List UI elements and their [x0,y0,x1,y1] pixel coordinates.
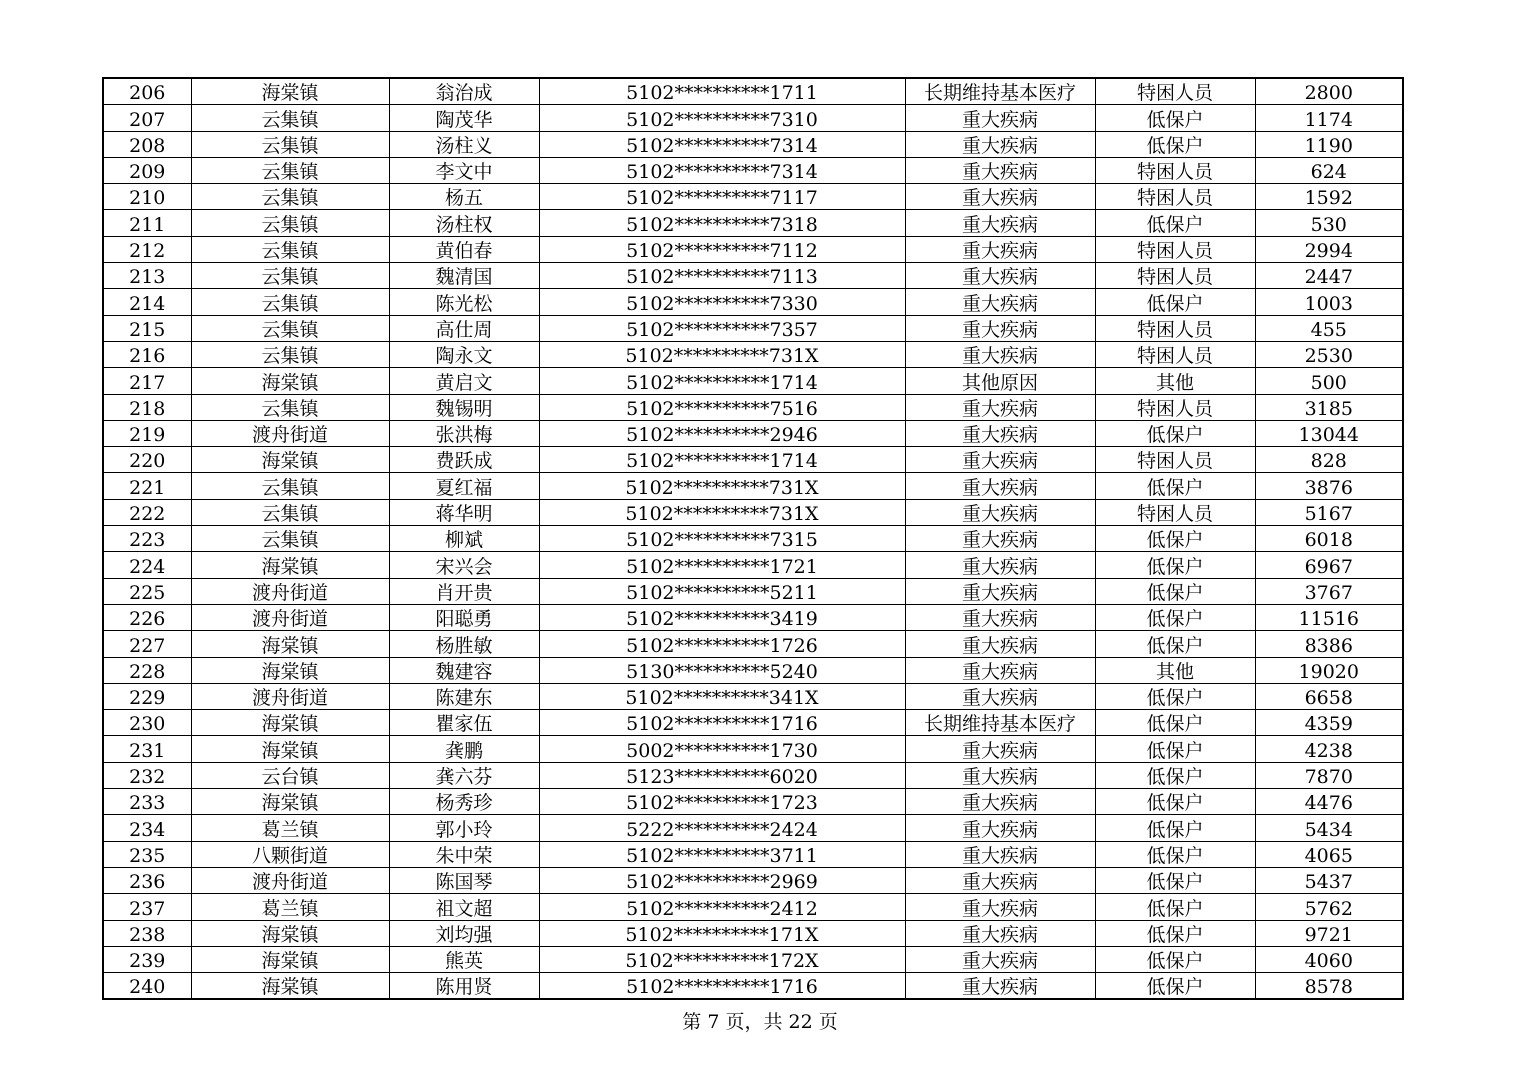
name-cell: 龚鹏 [389,736,539,762]
amount-cell: 7870 [1255,762,1403,788]
town-cell: 云集镇 [191,526,389,552]
row-number-cell: 233 [103,789,191,815]
name-cell: 龚六芬 [389,762,539,788]
id-number-cell: 5102**********731X [539,473,905,499]
reason-cell: 重大疾病 [905,473,1095,499]
town-cell: 海棠镇 [191,920,389,946]
name-cell: 朱中荣 [389,841,539,867]
name-cell: 张洪梅 [389,420,539,446]
category-cell: 低保户 [1095,526,1255,552]
reason-cell: 重大疾病 [905,210,1095,236]
category-cell: 低保户 [1095,815,1255,841]
town-cell: 海棠镇 [191,946,389,972]
town-cell: 海棠镇 [191,710,389,736]
amount-cell: 624 [1255,157,1403,183]
amount-cell: 3876 [1255,473,1403,499]
table-row [103,946,1403,972]
amount-cell: 3767 [1255,578,1403,604]
town-cell: 海棠镇 [191,552,389,578]
name-cell: 肖开贵 [389,578,539,604]
category-cell: 低保户 [1095,762,1255,788]
reason-cell: 重大疾病 [905,657,1095,683]
town-cell: 云集镇 [191,499,389,525]
row-number-cell: 236 [103,867,191,893]
reason-cell: 重大疾病 [905,578,1095,604]
row-number-cell: 226 [103,604,191,630]
reason-cell: 重大疾病 [905,526,1095,552]
table-row [103,710,1403,736]
reason-cell: 重大疾病 [905,867,1095,893]
category-cell: 低保户 [1095,552,1255,578]
row-number-cell: 209 [103,157,191,183]
category-cell: 低保户 [1095,841,1255,867]
town-cell: 云集镇 [191,184,389,210]
category-cell: 低保户 [1095,131,1255,157]
id-number-cell: 5102**********5211 [539,578,905,604]
category-cell: 低保户 [1095,105,1255,131]
amount-cell: 500 [1255,368,1403,394]
row-number-cell: 234 [103,815,191,841]
row-number-cell: 214 [103,289,191,315]
amount-cell: 2530 [1255,341,1403,367]
town-cell: 八颗街道 [191,841,389,867]
reason-cell: 重大疾病 [905,736,1095,762]
town-cell: 渡舟街道 [191,683,389,709]
name-cell: 陈用贤 [389,973,539,1000]
table-row [103,973,1403,1000]
name-cell: 高仕周 [389,315,539,341]
table-row [103,552,1403,578]
table-row [103,683,1403,709]
reason-cell: 重大疾病 [905,920,1095,946]
id-number-cell: 5102**********731X [539,341,905,367]
name-cell: 陈建东 [389,683,539,709]
table-row [103,368,1403,394]
name-cell: 陈光松 [389,289,539,315]
amount-cell: 1190 [1255,131,1403,157]
category-cell: 特困人员 [1095,315,1255,341]
name-cell: 魏锡明 [389,394,539,420]
category-cell: 特困人员 [1095,236,1255,262]
table-row [103,105,1403,131]
row-number-cell: 219 [103,420,191,446]
row-number-cell: 238 [103,920,191,946]
category-cell: 低保户 [1095,736,1255,762]
table-row [103,604,1403,630]
id-number-cell: 5102**********1711 [539,78,905,105]
name-cell: 柳斌 [389,526,539,552]
table-row [103,526,1403,552]
amount-cell: 828 [1255,447,1403,473]
amount-cell: 11516 [1255,604,1403,630]
amount-cell: 4065 [1255,841,1403,867]
town-cell: 云集镇 [191,394,389,420]
amount-cell: 6658 [1255,683,1403,709]
town-cell: 云集镇 [191,341,389,367]
category-cell: 低保户 [1095,920,1255,946]
name-cell: 郭小玲 [389,815,539,841]
reason-cell: 重大疾病 [905,157,1095,183]
amount-cell: 1174 [1255,105,1403,131]
town-cell: 云集镇 [191,131,389,157]
name-cell: 宋兴会 [389,552,539,578]
row-number-cell: 212 [103,236,191,262]
id-number-cell: 5102**********7112 [539,236,905,262]
category-cell: 低保户 [1095,946,1255,972]
id-number-cell: 5102**********2969 [539,867,905,893]
amount-cell: 19020 [1255,657,1403,683]
town-cell: 云集镇 [191,289,389,315]
town-cell: 云集镇 [191,210,389,236]
id-number-cell: 5102**********1714 [539,368,905,394]
category-cell: 特困人员 [1095,499,1255,525]
name-cell: 阳聪勇 [389,604,539,630]
reason-cell: 重大疾病 [905,946,1095,972]
reason-cell: 重大疾病 [905,394,1095,420]
table-row [103,236,1403,262]
row-number-cell: 208 [103,131,191,157]
reason-cell: 重大疾病 [905,894,1095,920]
town-cell: 云集镇 [191,157,389,183]
amount-cell: 4359 [1255,710,1403,736]
town-cell: 云集镇 [191,315,389,341]
category-cell: 低保户 [1095,710,1255,736]
category-cell: 低保户 [1095,289,1255,315]
town-cell: 云集镇 [191,263,389,289]
id-number-cell: 5102**********1716 [539,710,905,736]
row-number-cell: 207 [103,105,191,131]
town-cell: 渡舟街道 [191,578,389,604]
category-cell: 低保户 [1095,604,1255,630]
table-row [103,657,1403,683]
category-cell: 低保户 [1095,578,1255,604]
row-number-cell: 235 [103,841,191,867]
id-number-cell: 5222**********2424 [539,815,905,841]
id-number-cell: 5102**********2946 [539,420,905,446]
name-cell: 陶茂华 [389,105,539,131]
id-number-cell: 5102**********341X [539,683,905,709]
amount-cell: 3185 [1255,394,1403,420]
reason-cell: 重大疾病 [905,815,1095,841]
name-cell: 祖文超 [389,894,539,920]
reason-cell: 重大疾病 [905,447,1095,473]
id-number-cell: 5102**********1721 [539,552,905,578]
id-number-cell: 5102**********7516 [539,394,905,420]
table-row [103,447,1403,473]
amount-cell: 5434 [1255,815,1403,841]
amount-cell: 4476 [1255,789,1403,815]
id-number-cell: 5102**********731X [539,499,905,525]
row-number-cell: 230 [103,710,191,736]
reason-cell: 长期维持基本医疗 [905,78,1095,105]
town-cell: 云集镇 [191,473,389,499]
id-number-cell: 5102**********2412 [539,894,905,920]
table-row [103,736,1403,762]
name-cell: 黄启文 [389,368,539,394]
name-cell: 汤柱权 [389,210,539,236]
reason-cell: 重大疾病 [905,552,1095,578]
town-cell: 渡舟街道 [191,604,389,630]
table-row [103,578,1403,604]
town-cell: 海棠镇 [191,657,389,683]
table-row [103,762,1403,788]
reason-cell: 长期维持基本医疗 [905,710,1095,736]
table-row [103,920,1403,946]
town-cell: 海棠镇 [191,368,389,394]
name-cell: 杨秀珍 [389,789,539,815]
reason-cell: 重大疾病 [905,289,1095,315]
table-row [103,157,1403,183]
category-cell: 特困人员 [1095,157,1255,183]
amount-cell: 8386 [1255,631,1403,657]
name-cell: 陈国琴 [389,867,539,893]
amount-cell: 2994 [1255,236,1403,262]
category-cell: 低保户 [1095,894,1255,920]
reason-cell: 重大疾病 [905,105,1095,131]
row-number-cell: 211 [103,210,191,236]
amount-cell: 455 [1255,315,1403,341]
town-cell: 海棠镇 [191,789,389,815]
reason-cell: 重大疾病 [905,683,1095,709]
table-row [103,499,1403,525]
id-number-cell: 5102**********3711 [539,841,905,867]
table-row [103,341,1403,367]
amount-cell: 4238 [1255,736,1403,762]
amount-cell: 1003 [1255,289,1403,315]
amount-cell: 6018 [1255,526,1403,552]
row-number-cell: 232 [103,762,191,788]
table-row [103,394,1403,420]
amount-cell: 4060 [1255,946,1403,972]
category-cell: 特困人员 [1095,394,1255,420]
name-cell: 瞿家伍 [389,710,539,736]
table-row [103,131,1403,157]
reason-cell: 重大疾病 [905,315,1095,341]
town-cell: 海棠镇 [191,78,389,105]
table-row [103,184,1403,210]
row-number-cell: 227 [103,631,191,657]
reason-cell: 重大疾病 [905,499,1095,525]
name-cell: 蒋华明 [389,499,539,525]
category-cell: 低保户 [1095,210,1255,236]
amount-cell: 6967 [1255,552,1403,578]
amount-cell: 1592 [1255,184,1403,210]
town-cell: 海棠镇 [191,736,389,762]
row-number-cell: 216 [103,341,191,367]
town-cell: 葛兰镇 [191,894,389,920]
row-number-cell: 206 [103,78,191,105]
name-cell: 杨胜敏 [389,631,539,657]
id-number-cell: 5130**********5240 [539,657,905,683]
category-cell: 特困人员 [1095,341,1255,367]
id-number-cell: 5102**********7117 [539,184,905,210]
category-cell: 低保户 [1095,973,1255,1000]
id-number-cell: 5102**********7357 [539,315,905,341]
row-number-cell: 240 [103,973,191,1000]
name-cell: 魏清国 [389,263,539,289]
category-cell: 低保户 [1095,473,1255,499]
town-cell: 云集镇 [191,105,389,131]
amount-cell: 2800 [1255,78,1403,105]
reason-cell: 重大疾病 [905,236,1095,262]
name-cell: 李文中 [389,157,539,183]
amount-cell: 9721 [1255,920,1403,946]
category-cell: 其他 [1095,368,1255,394]
reason-cell: 重大疾病 [905,263,1095,289]
id-number-cell: 5102**********7330 [539,289,905,315]
amount-cell: 5437 [1255,867,1403,893]
town-cell: 渡舟街道 [191,867,389,893]
id-number-cell: 5102**********172X [539,946,905,972]
row-number-cell: 218 [103,394,191,420]
id-number-cell: 5102**********7113 [539,263,905,289]
row-number-cell: 222 [103,499,191,525]
category-cell: 特困人员 [1095,263,1255,289]
row-number-cell: 221 [103,473,191,499]
table-row [103,631,1403,657]
id-number-cell: 5102**********1726 [539,631,905,657]
town-cell: 云台镇 [191,762,389,788]
name-cell: 杨五 [389,184,539,210]
table-row [103,420,1403,446]
table-row [103,867,1403,893]
town-cell: 云集镇 [191,236,389,262]
row-number-cell: 224 [103,552,191,578]
table-row [103,789,1403,815]
row-number-cell: 220 [103,447,191,473]
reason-cell: 重大疾病 [905,341,1095,367]
name-cell: 陶永文 [389,341,539,367]
table-row [103,815,1403,841]
category-cell: 低保户 [1095,683,1255,709]
name-cell: 熊英 [389,946,539,972]
reason-cell: 重大疾病 [905,789,1095,815]
reason-cell: 重大疾病 [905,631,1095,657]
reason-cell: 重大疾病 [905,604,1095,630]
table-row [103,210,1403,236]
town-cell: 海棠镇 [191,447,389,473]
reason-cell: 重大疾病 [905,131,1095,157]
town-cell: 海棠镇 [191,973,389,1000]
row-number-cell: 225 [103,578,191,604]
id-number-cell: 5102**********7314 [539,131,905,157]
amount-cell: 530 [1255,210,1403,236]
town-cell: 渡舟街道 [191,420,389,446]
row-number-cell: 217 [103,368,191,394]
name-cell: 费跃成 [389,447,539,473]
id-number-cell: 5102**********1716 [539,973,905,1000]
table-row [103,263,1403,289]
row-number-cell: 239 [103,946,191,972]
id-number-cell: 5002**********1730 [539,736,905,762]
table-row [103,289,1403,315]
row-number-cell: 231 [103,736,191,762]
town-cell: 海棠镇 [191,631,389,657]
id-number-cell: 5102**********7315 [539,526,905,552]
id-number-cell: 5102**********1714 [539,447,905,473]
reason-cell: 重大疾病 [905,762,1095,788]
reason-cell: 重大疾病 [905,841,1095,867]
category-cell: 特困人员 [1095,184,1255,210]
row-number-cell: 229 [103,683,191,709]
name-cell: 黄伯春 [389,236,539,262]
category-cell: 低保户 [1095,420,1255,446]
table-row [103,315,1403,341]
table-row [103,473,1403,499]
amount-cell: 13044 [1255,420,1403,446]
name-cell: 魏建容 [389,657,539,683]
amount-cell: 8578 [1255,973,1403,1000]
row-number-cell: 215 [103,315,191,341]
table-row [103,894,1403,920]
id-number-cell: 5102**********7314 [539,157,905,183]
name-cell: 翁治成 [389,78,539,105]
records-body [103,78,1403,999]
category-cell: 低保户 [1095,631,1255,657]
id-number-cell: 5102**********171X [539,920,905,946]
amount-cell: 5762 [1255,894,1403,920]
category-cell: 低保户 [1095,789,1255,815]
reason-cell: 其他原因 [905,368,1095,394]
amount-cell: 2447 [1255,263,1403,289]
name-cell: 汤柱义 [389,131,539,157]
category-cell: 特困人员 [1095,78,1255,105]
amount-cell: 5167 [1255,499,1403,525]
row-number-cell: 228 [103,657,191,683]
category-cell: 特困人员 [1095,447,1255,473]
name-cell: 刘均强 [389,920,539,946]
table-row [103,841,1403,867]
id-number-cell: 5102**********7310 [539,105,905,131]
reason-cell: 重大疾病 [905,973,1095,1000]
id-number-cell: 5102**********1723 [539,789,905,815]
records-table [102,77,1404,1000]
reason-cell: 重大疾病 [905,420,1095,446]
name-cell: 夏红福 [389,473,539,499]
row-number-cell: 223 [103,526,191,552]
category-cell: 低保户 [1095,867,1255,893]
row-number-cell: 213 [103,263,191,289]
id-number-cell: 5102**********3419 [539,604,905,630]
row-number-cell: 237 [103,894,191,920]
reason-cell: 重大疾病 [905,184,1095,210]
row-number-cell: 210 [103,184,191,210]
category-cell: 其他 [1095,657,1255,683]
id-number-cell: 5123**********6020 [539,762,905,788]
id-number-cell: 5102**********7318 [539,210,905,236]
table-row [103,78,1403,105]
town-cell: 葛兰镇 [191,815,389,841]
page-footer: 第 7 页，共 22 页 [682,1011,838,1033]
